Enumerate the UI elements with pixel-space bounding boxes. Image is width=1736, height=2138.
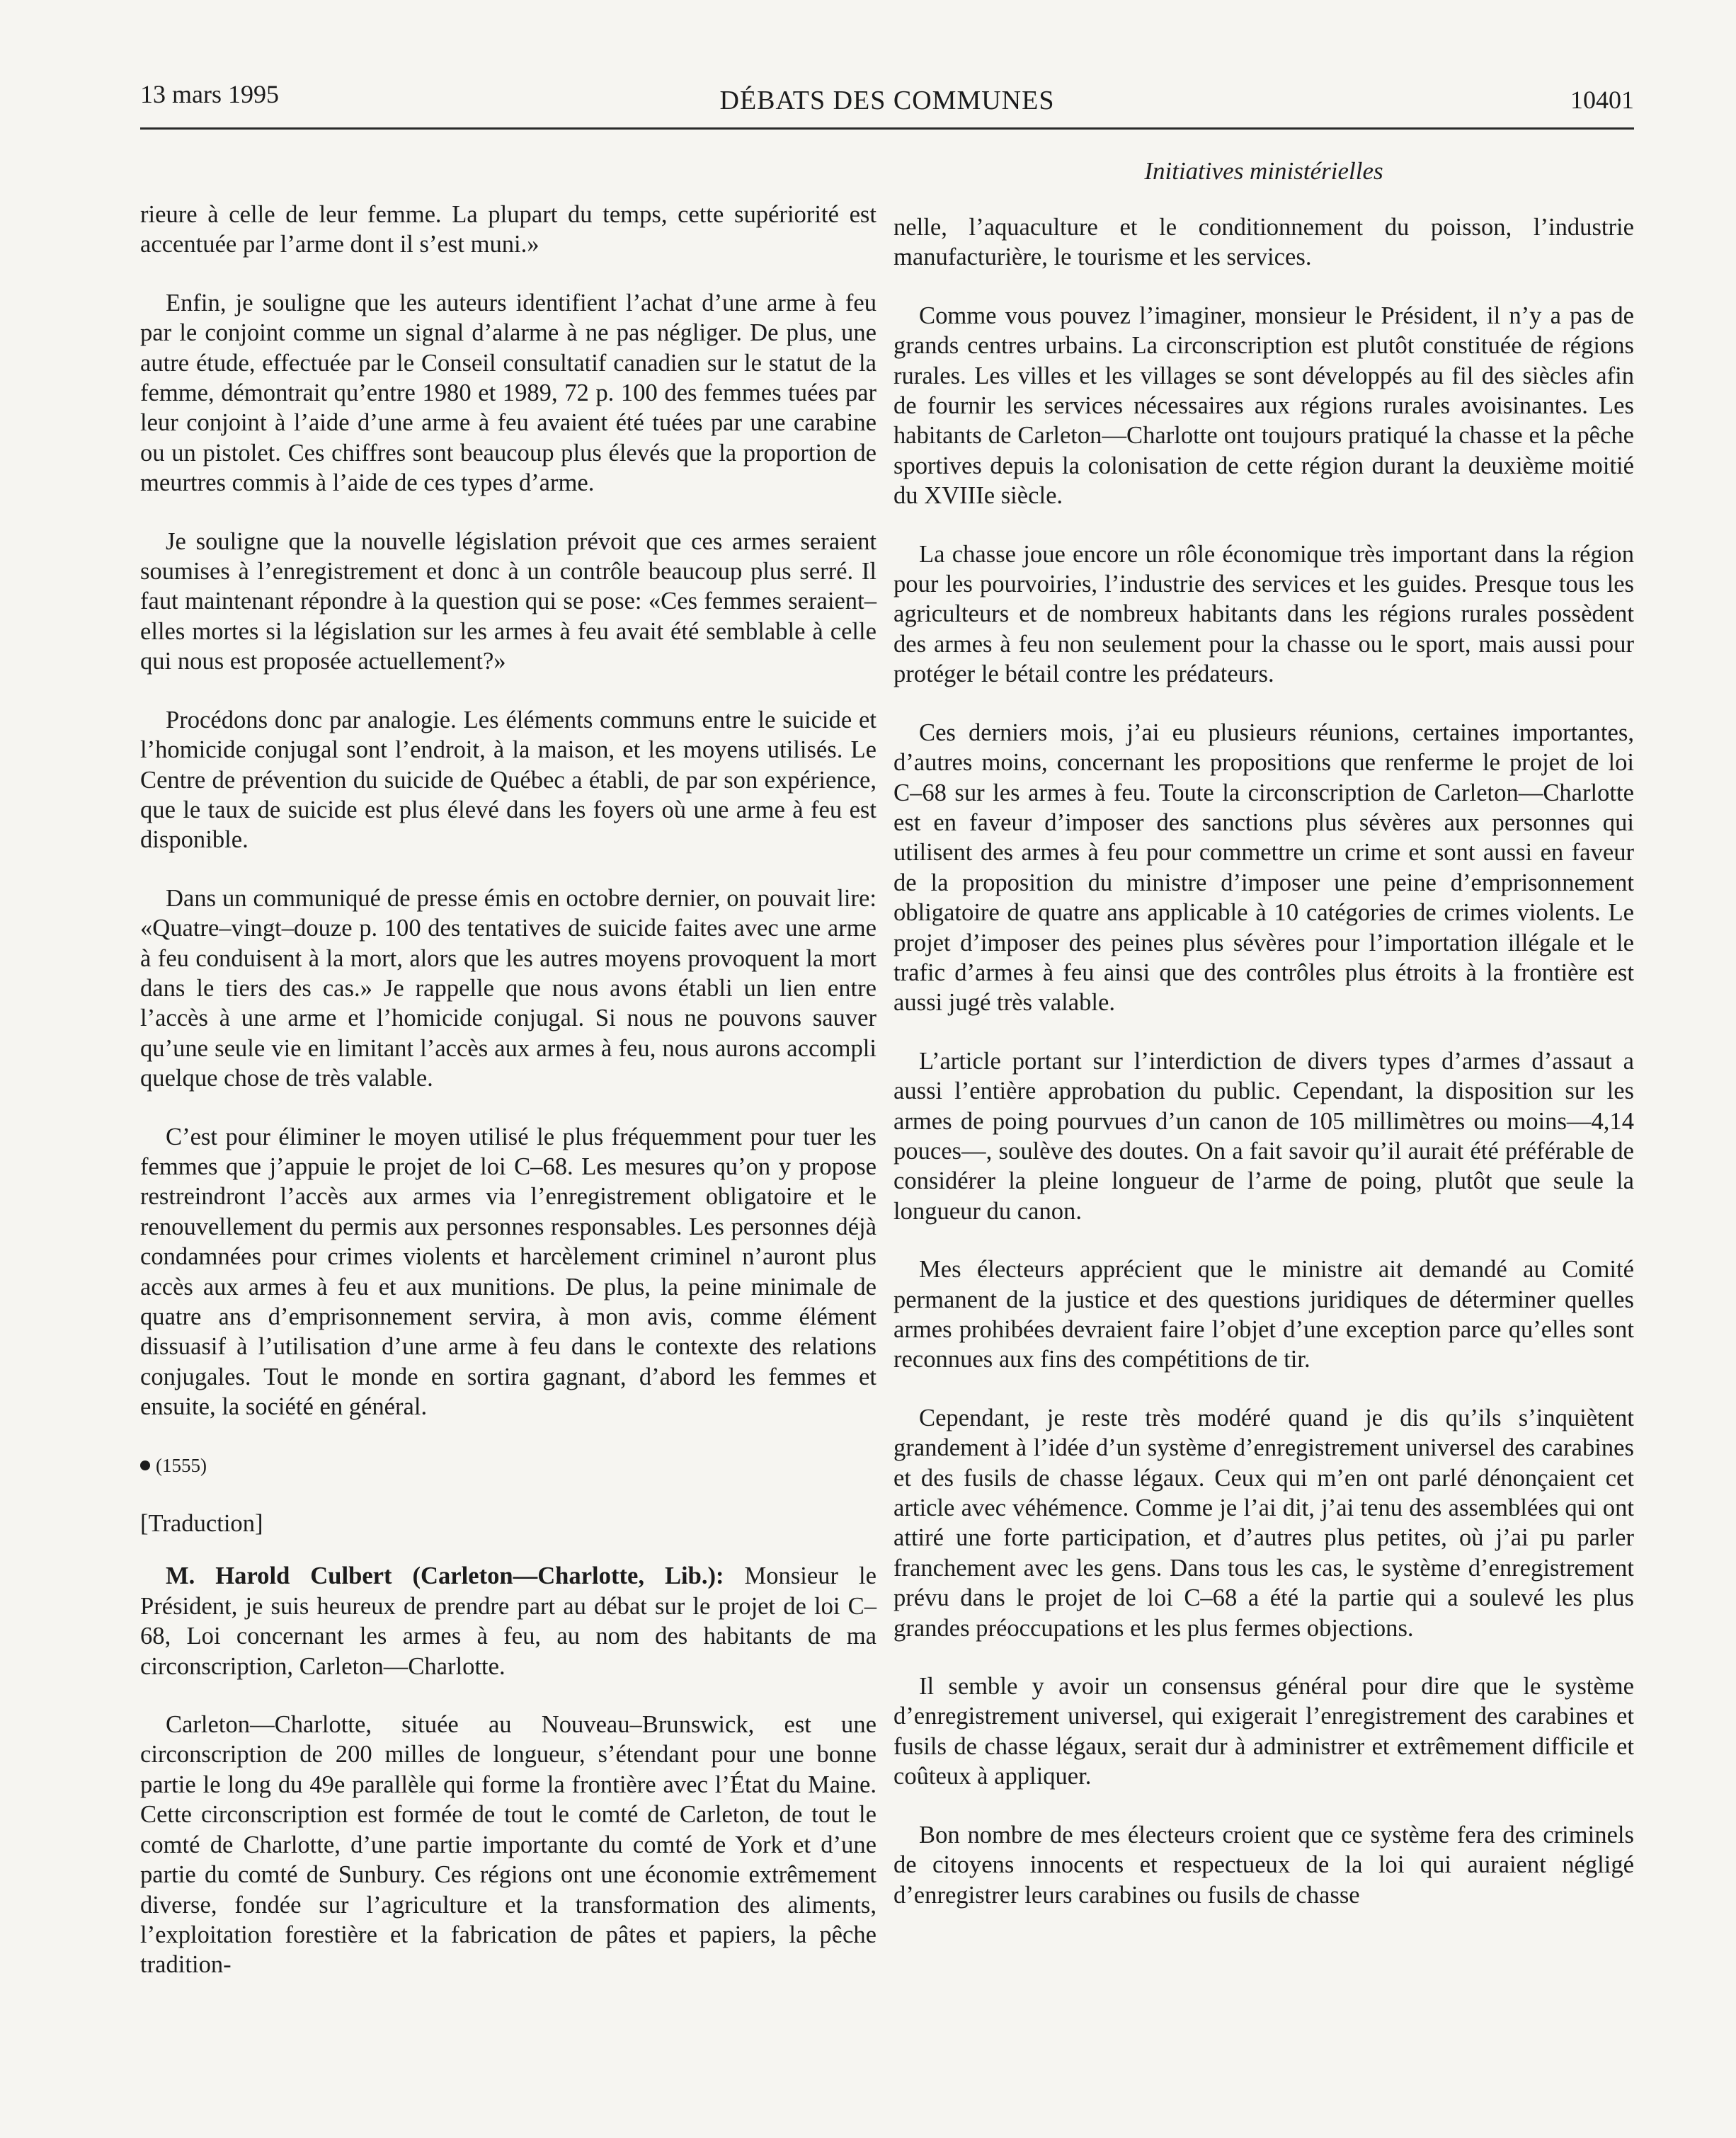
speaker-name: M. Harold Culbert (Carleton—Charlotte, Lib.): [166, 1562, 724, 1590]
time-marker [140, 1451, 876, 1480]
header-journal-title: DÉBATS DES COMMUNES [719, 86, 1055, 115]
header-page-number: 10401 [1570, 86, 1634, 114]
right-paragraph-2: Comme vous pouvez l’imaginer, monsieur le Président, il n’y a pas de grands centres urbains. La circonscription est plutôt constituée de régions rurales. Les villes et les villages se sont développés au fil des siècles afin de fournir les services nécessaires aux régions rurales avoisinantes. Les habitants de Carleton—Charlotte ont toujours pratiqué la chasse et la pêche sportives depuis la colonisation de cette région durant la deuxième moitié du XVIIIe siècle. [893, 302, 1634, 510]
bullet-icon [140, 1460, 150, 1470]
left-paragraph-1: rieure à celle de leur femme. La plupart du temps, cette supériorité est accentuée par l’arme dont il s’est muni.» [140, 201, 876, 258]
right-paragraph-8: Il semble y avoir un consensus général pour dire que le système d’enregistrement universel, qui exigerait l’enregistrement des carabines et fusils de chasse légaux, serait dur à administrer et extrêmement difficile et coûteux à appliquer. [893, 1673, 1634, 1790]
left-column [140, 200, 876, 2008]
right-paragraph-3: La chasse joue encore un rôle économique très important dans la région pour les pourvoiries, l’industrie des services et les guides. Presque tous les agriculteurs et de nombreux habitants dans les régions rurales possèdent des armes à feu non seulement pour la chasse ou le sport, mais aussi pour protéger le bétail contre les prédateurs. [893, 540, 1634, 688]
left-paragraph-3: Je souligne que la nouvelle législation prévoit que ces armes seraient soumises à l’enregistrement et donc à un contrôle beaucoup plus serré. Il faut maintenant répondre à la question qui se pose: «Ces femmes seraient–elles mortes si la législation sur les armes à feu avait été semblable à celle qui nous est proposée actuellement?» [140, 527, 876, 675]
left-paragraph-8: Carleton—Charlotte, située au Nouveau–Brunswick, est une circonscription de 200 milles de longueur, s’étendant pour une bonne partie le long du 49e parallèle qui forme la frontière avec l’État du Maine. Cette circonscription est formée de tout le comté de Carleton, de tout le comté de Charlotte, d’une partie importante du comté de York et d’une partie du comté de Sunbury. Ces régions ont une économie extrêmement diverse, fondée sur l’agriculture et la transformation des aliments, l’exploitation forestière et la fabrication de pâtes et papiers, la pêche tradition- [140, 1711, 876, 1979]
right-column [893, 212, 1634, 1938]
left-paragraph-6: C’est pour éliminer le moyen utilisé le plus fréquemment pour tuer les femmes que j’appuie le projet de loi C–68. Les mesures qu’on y propose restreindront l’accès aux armes via l’enregistrement obligatoire et le renouvellement du permis aux personnes responsables. Les personnes déjà condamnées pour crimes violents et harcèlement criminel n’auront plus accès aux armes à feu et aux munitions. De plus, la peine minimale de quatre ans d’emprisonnement servira, à mon avis, comme élément dissuasif à l’utilisation d’une arme à feu dans le contexte des relations conjugales. Tout le monde en sortira gagnant, d’abord les femmes et ensuite, la société en général. [140, 1123, 876, 1421]
right-paragraph-9: Bon nombre de mes électeurs croient que ce système fera des criminels de citoyens innocents et respectueux de la loi qui auraient négligé d’enregistrer leurs carabines ou fusils de chasse [893, 1821, 1634, 1909]
right-paragraph-1: nelle, l’aquaculture et le conditionnement du poisson, l’industrie manufacturière, le tourisme et les services. [893, 214, 1634, 271]
translation-tag [140, 1509, 876, 1538]
right-paragraph-7: Cependant, je reste très modéré quand je dis qu’ils s’inquiètent grandement à l’idée d’un système d’enregistrement universel des carabines et des fusils de chasse légaux. Ceux qui m’en ont parlé dénonçaient cet article avec véhémence. Comme je l’ai dit, j’ai tenu des assemblées qui ont attiré une forte participation, et d’autres plus petites, où j’ai pu parler franchement avec les gens. Dans tous les cas, le système d’enregistrement prévu dans le projet de loi C–68 a été la partie qui a soulevé les plus grandes préoccupations et les plus fermes objections. [893, 1404, 1634, 1642]
right-paragraph-6: Mes électeurs apprécient que le ministre ait demandé au Comité permanent de la justice et des questions juridiques de déterminer quelles armes prohibées devraient faire l’objet d’une exception parce qu’elles sont reconnues aux fins des compétitions de tir. [893, 1256, 1634, 1373]
section-label: Initiatives ministérielles [1144, 157, 1383, 185]
left-paragraph-4: Procédons donc par analogie. Les éléments communs entre le suicide et l’homicide conjugal sont l’endroit, à la maison, et les moyens utilisés. Le Centre de prévention du suicide de Québec a établi, de par son expérience, que le taux de suicide est plus élevé dans les foyers où une arme à feu est disponible. [140, 706, 876, 854]
left-paragraph-5: Dans un communiqué de presse émis en octobre dernier, on pouvait lire: «Quatre–vingt–douze p. 100 des tentatives de suicide faites avec une arme à feu conduisent à la mort, alors que les autres moyens provoquent la mort dans le tiers des cas.» Je rappelle que nous avons établi un lien entre l’accès à une arme et l’homicide conjugal. Si nous ne pouvons sauver qu’une seule vie en limitant l’accès aux armes à feu, nous aurons accompli quelque chose de très valable. [140, 884, 876, 1092]
right-paragraph-4: Ces derniers mois, j’ai eu plusieurs réunions, certaines importantes, d’autres moins, concernant les propositions que renferme le projet de loi C–68 sur les armes à feu. Toute la circonscription de Carleton—Charlotte est en faveur d’imposer des sanctions plus sévères aux personnes qui utilisent des armes à feu pour commettre un crime et sont aussi en faveur de la proposition du ministre d’imposer une peine d’emprisonnement obligatoire de quatre ans applicable à 10 catégories de crimes violents. Le projet d’imposer des peines plus sévères pour l’importation illégale et le trafic d’armes à feu ainsi que des contrôles plus étroits à la frontière est aussi jugé très valable. [893, 719, 1634, 1017]
speaker-text: Monsieur le Président, je suis heureux de prendre part au débat sur le projet de loi C–68, Loi concernant les armes à feu, au nom des habitants de ma circonscription, Carleton—Charlotte. [140, 1562, 876, 1680]
time-marker-text: (1555) [156, 1454, 207, 1476]
page-header [140, 71, 1634, 130]
left-paragraph-7 [140, 1561, 876, 1681]
header-date: 13 mars 1995 [140, 80, 279, 108]
right-paragraph-5: L’article portant sur l’interdiction de divers types d’armes d’assaut a aussi l’entière approbation du public. Cependant, la disposition sur les armes de poing pourvues d’un canon de 105 millimètres ou moins—4,14 pouces—, soulève des doutes. On a fait savoir qu’il aurait été préférable de considérer la pleine longueur de l’arme de poing, plutôt que seule la longueur du canon. [893, 1047, 1634, 1225]
left-paragraph-2: Enfin, je souligne que les auteurs identifient l’achat d’une arme à feu par le conjoint comme un signal d’alarme à ne pas négliger. De plus, une autre étude, effectuée par le Conseil consultatif canadien sur le statut de la femme, démontrait qu’entre 1980 et 1989, 72 p. 100 des femmes tuées par leur conjoint à l’aide d’une arme à feu avaient été tuées par une carabine ou un pistolet. Ces chiffres sont beaucoup plus élevés que la proportion de meurtres commis à l’aide de ces types d’arme. [140, 289, 876, 497]
translation-tag-text: [Traduction] [140, 1510, 263, 1538]
